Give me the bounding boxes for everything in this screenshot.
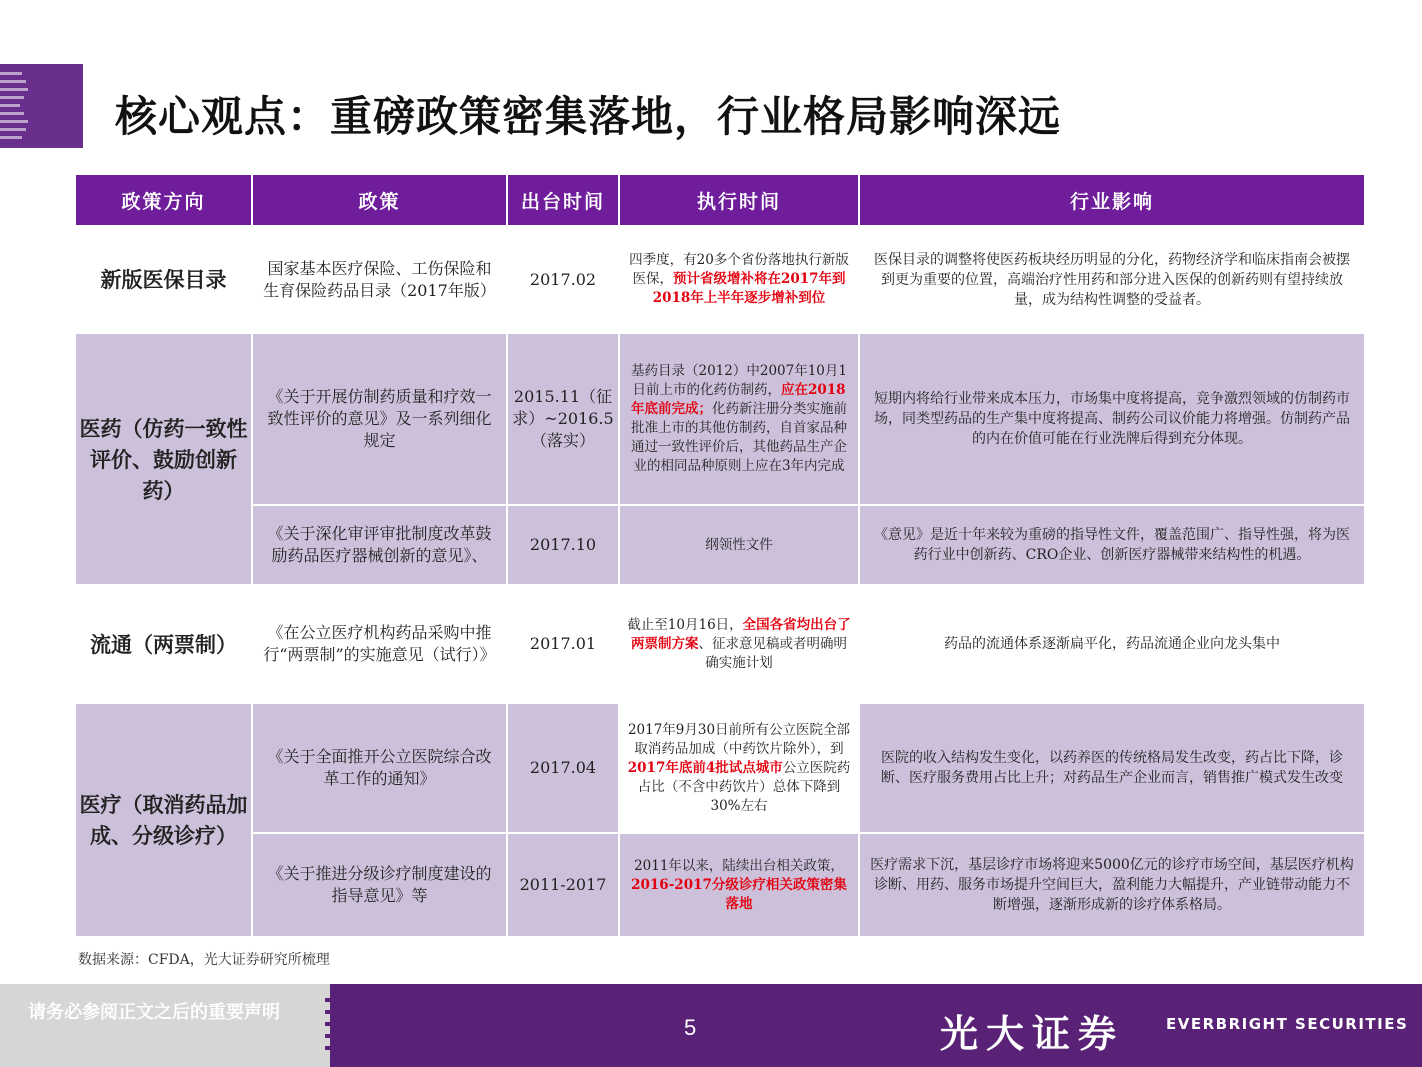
- date-cell: 2017.10: [507, 505, 619, 585]
- impact-cell: 医院的收入结构发生变化，以药养医的传统格局发生改变，药占比下降，诊断、医疗服务费用占比上升；对药品生产企业而言，销售推广模式发生改变: [859, 703, 1365, 833]
- exec-cell: [619, 703, 859, 833]
- exec-highlight: 2016-2017分级诊疗相关政策密集落地: [631, 876, 847, 912]
- table-row: [75, 833, 1365, 937]
- footer-left-panel: [0, 984, 330, 1067]
- header-exec: 执行时间: [619, 174, 859, 226]
- exec-highlight: 全国各省均出台了两票制方案: [631, 616, 851, 652]
- exec-cell: [619, 333, 859, 505]
- exec-text: 四季度，有20多个省份落地执行新版医保，: [629, 252, 849, 287]
- footer-stripe: [325, 1010, 375, 1014]
- table-header-row: [75, 174, 1365, 226]
- table-row: [75, 703, 1365, 833]
- date-cell: 2015.11（征求）~2016.5（落实）: [507, 333, 619, 505]
- date-cell: 2017.02: [507, 226, 619, 333]
- date-cell: 2017.04: [507, 703, 619, 833]
- brand-name-en: EVERBRIGHT SECURITIES: [1166, 1015, 1409, 1033]
- page-title: 核心观点：重磅政策密集落地，行业格局影响深远: [115, 92, 1062, 141]
- table-row: [75, 505, 1365, 585]
- footer-stripe: [325, 998, 365, 1002]
- disclaimer-text: 请务必参阅正文之后的重要声明: [28, 1002, 280, 1023]
- exec-text-tail: 、征求意见稿或者明确明确实施计划: [698, 635, 847, 671]
- header-policy: 政策: [252, 174, 507, 226]
- header-direction: 政策方向: [75, 174, 252, 226]
- exec-text-tail: 化药新注册分类实施前批准上市的其他仿制药，自首家品种通过一致性评价后，其他药品生产企业的相同品种原则上应在3年内完成: [631, 401, 847, 474]
- impact-cell: 医保目录的调整将使医药板块经历明显的分化，药物经济学和临床指南会被摆到更为重要的位置，高端治疗性用药和部分进入医保的创新药则有望持续放量，成为结构性调整的受益者。: [859, 226, 1365, 333]
- header-date: 出台时间: [507, 174, 619, 226]
- footer-stripe: [325, 1022, 385, 1026]
- table-row: [75, 585, 1365, 703]
- policy-cell: 国家基本医疗保险、工伤保险和生育保险药品目录（2017年版）: [252, 226, 507, 333]
- exec-text: 2017年9月30日前所有公立医院全部取消药品加成（中药饮片除外），到: [627, 721, 851, 757]
- policy-cell: 《关于开展仿制药质量和疗效一致性评价的意见》及一系列细化规定: [252, 333, 507, 505]
- table-row: [75, 226, 1365, 333]
- policy-cell: 《关于推进分级诊疗制度建设的指导意见》等: [252, 833, 507, 937]
- data-source-note: 数据来源：CFDA，光大证券研究所梳理: [78, 952, 330, 968]
- policy-cell: 《关于深化审评审批制度改革鼓励药品医疗器械创新的意见》、: [252, 505, 507, 585]
- exec-text: 纲领性文件: [705, 536, 773, 553]
- exec-highlight: 预计省级增补将在2017年到2018年上半年逐步增补到位: [652, 271, 846, 306]
- date-cell: 2011-2017: [507, 833, 619, 937]
- exec-text: 2011年以来，陆续出台相关政策，: [634, 857, 844, 874]
- impact-cell: 医疗需求下沉，基层诊疗市场将迎来5000亿元的诊疗市场空间，基层医疗机构诊断、用药、服务市场提升空间巨大，盈利能力大幅提升，产业链带动能力不断增强，逐渐形成新的诊疗体系格局。: [859, 833, 1365, 937]
- impact-cell: 《意见》是近十年来较为重磅的指导性文件，覆盖范围广、指导性强，将为医药行业中创新药、CRO企业、创新医疗器械带来结构性的机遇。: [859, 505, 1365, 585]
- header-impact: 行业影响: [859, 174, 1365, 226]
- direction-cell: 医药（仿药一致性评价、鼓励创新药）: [75, 333, 252, 585]
- policy-table: [74, 173, 1366, 938]
- exec-text: 基药目录（2012）中2007年10月1日前上市的化药仿制药，: [631, 363, 847, 398]
- direction-cell: 新版医保目录: [75, 226, 252, 333]
- exec-cell: [619, 833, 859, 937]
- footer-stripe: [325, 1046, 375, 1050]
- exec-text: 截止至10月16日，: [627, 616, 743, 633]
- exec-highlight: 应在2018年底前完成；: [631, 382, 846, 417]
- exec-text-tail: 公立医院药占比（不含中药饮片）总体下降到30%左右: [637, 759, 851, 814]
- direction-cell: 流通（两票制）: [75, 585, 252, 703]
- exec-highlight: 2017年底前4批试点城市: [627, 759, 783, 776]
- impact-cell: 药品的流通体系逐渐扁平化，药品流通企业向龙头集中: [859, 585, 1365, 703]
- logo-mark: [0, 64, 83, 148]
- policy-cell: 《在公立医疗机构药品采购中推行“两票制”的实施意见（试行）》: [252, 585, 507, 703]
- exec-cell: [619, 585, 859, 703]
- exec-cell: [619, 505, 859, 585]
- exec-cell: [619, 226, 859, 333]
- page-number: 5: [684, 1015, 697, 1040]
- direction-cell: 医疗（取消药品加成、分级诊疗）: [75, 703, 252, 937]
- brand-name-cn: 光大证券: [940, 1011, 1125, 1056]
- policy-cell: 《关于全面推开公立医院综合改革工作的通知》: [252, 703, 507, 833]
- date-cell: 2017.01: [507, 585, 619, 703]
- impact-cell: 短期内将给行业带来成本压力，市场集中度将提高，竞争激烈领域的仿制药市场，同类型药品的生产集中度将提高、制药公司议价能力将增强。仿制药产品的内在价值可能在行业洗牌后得到充分体现。: [859, 333, 1365, 505]
- footer-stripe: [325, 1034, 395, 1038]
- table-row: [75, 333, 1365, 505]
